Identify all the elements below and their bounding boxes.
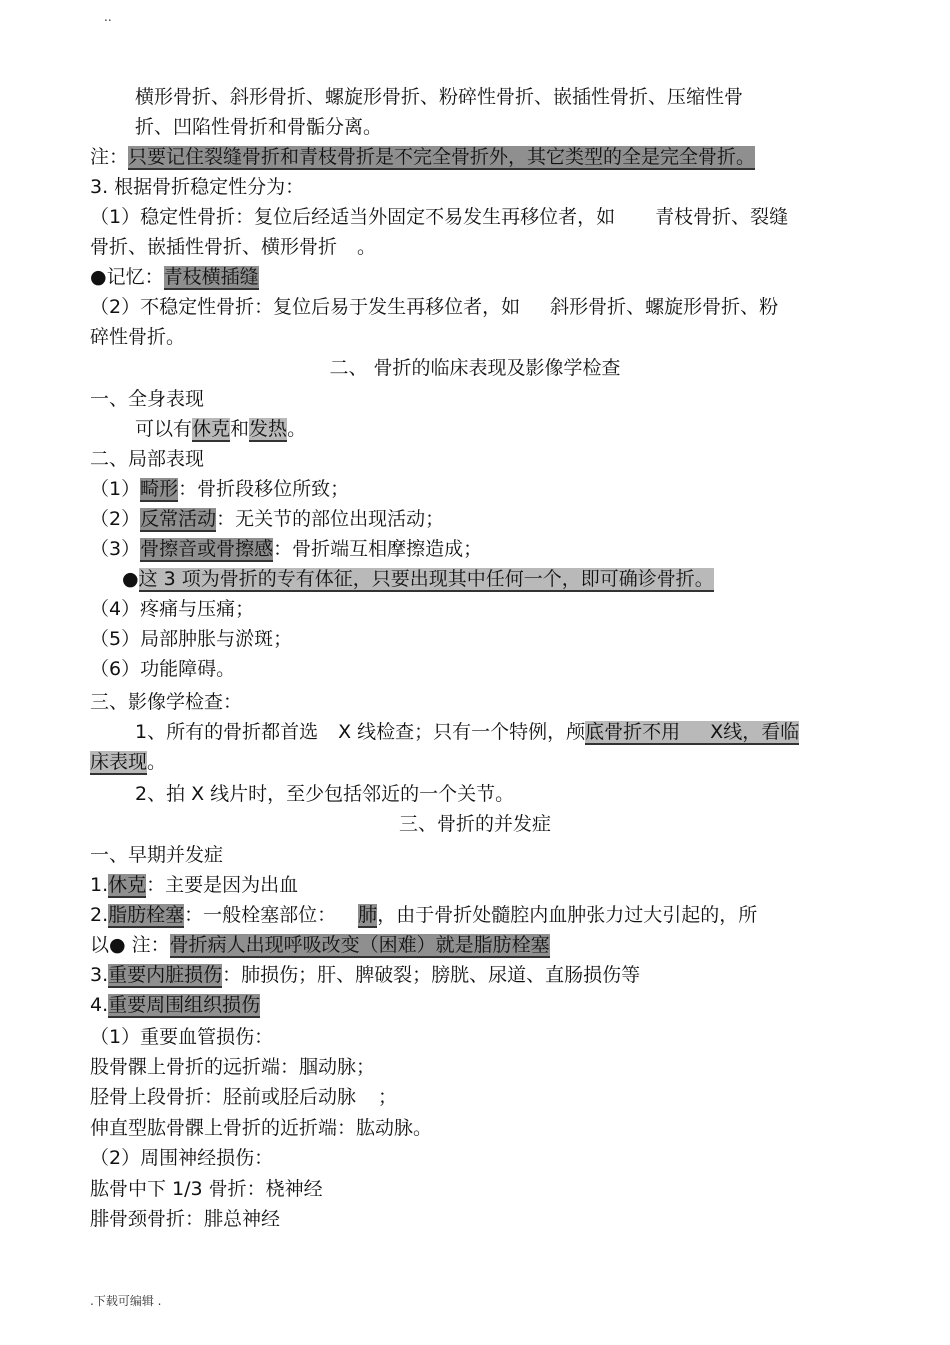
- section-title: 三、骨折的并发症: [398, 813, 551, 835]
- highlight: 这 3 项为骨折的专有体征，只要出现其中任何一个，即可确诊骨折。: [138, 568, 714, 590]
- text-span: （2）不稳定性骨折：复位后易于发生再移位者，如: [90, 296, 521, 318]
- text-line: 腓骨颈骨折：腓总神经: [90, 1208, 281, 1230]
- text-span: （1）: [90, 478, 141, 500]
- text-span: 3.: [90, 964, 109, 986]
- highlight: 反常活动: [140, 508, 217, 530]
- memory-line: [90, 262, 259, 292]
- highlight: 骨擦音或骨擦感: [140, 538, 274, 560]
- text-line: [90, 202, 788, 232]
- subheading: 一、全身表现: [90, 388, 205, 410]
- text-span: 。: [287, 418, 307, 440]
- highlight: 发热: [249, 418, 288, 440]
- text-line: [90, 747, 166, 777]
- text-line: 股骨髁上骨折的远折端：腘动脉；: [90, 1056, 376, 1078]
- text-span: 胫骨上段骨折：胫前或胫后动脉: [90, 1086, 357, 1108]
- note-line: [90, 142, 755, 172]
- subheading: 三、影像学检查：: [90, 691, 243, 713]
- footer-text: .下载可编辑 .: [90, 1294, 162, 1308]
- highlight: 休克: [192, 418, 231, 440]
- text-line: [90, 534, 482, 564]
- text-line: 碎性骨折。: [90, 326, 186, 348]
- highlight: 脂肪栓塞: [108, 904, 185, 926]
- text-span: 底骨折不用: [585, 721, 681, 743]
- text-line: [90, 474, 349, 504]
- highlight: [585, 721, 799, 745]
- text-line: 横形骨折、斜形骨折、螺旋形骨折、粉碎性骨折、嵌插性骨折、压缩性骨: [135, 86, 744, 108]
- note-label: 注：: [90, 146, 129, 168]
- text-span: 。: [357, 236, 377, 258]
- highlight: 重要周围组织损伤: [108, 994, 261, 1016]
- text-span: ：肺损伤；肝、脾破裂；膀胱、尿道、直肠损伤等: [222, 964, 641, 986]
- text-span: ：骨折段移位所致；: [178, 478, 350, 500]
- text-span: X线，看临: [710, 721, 800, 743]
- text-line: 伸直型肱骨髁上骨折的近折端：肱动脉。: [90, 1117, 433, 1139]
- text-line: [90, 292, 778, 322]
- subheading: 一、早期并发症: [90, 844, 224, 866]
- text-span: ：一般栓塞部位：: [184, 904, 337, 926]
- highlight: 床表现: [90, 751, 148, 773]
- text-line: 2、拍 X 线片时，至少包括邻近的一个关节。: [135, 783, 515, 805]
- text-line: [135, 717, 799, 747]
- text-line: 肱骨中下 1/3 骨折：桡神经: [90, 1178, 323, 1200]
- subheading: 二、局部表现: [90, 448, 205, 470]
- text-span: 4.: [90, 994, 109, 1016]
- section-heading: 3. 根据骨折稳定性分为：: [90, 176, 305, 198]
- text-line: [90, 1082, 397, 1112]
- text-line: [90, 504, 444, 534]
- text-line: （2）周围神经损伤：: [90, 1147, 274, 1169]
- text-span: ；: [378, 1086, 398, 1108]
- text-span: 1、所有的骨折都首选: [135, 721, 319, 743]
- text-line: （5）局部肿胀与淤斑；: [90, 628, 293, 650]
- text-span: 斜形骨折、螺旋形骨折、粉: [550, 296, 779, 318]
- text-span: （3）: [90, 538, 141, 560]
- text-line: [90, 870, 298, 900]
- text-span: 青枝骨折、裂缝: [655, 206, 789, 228]
- text-line: [90, 960, 640, 990]
- bullet-label: ●记忆：: [90, 266, 164, 288]
- text-span: ，由于骨折处髓腔内血肿张力过大引起的，所: [377, 904, 758, 926]
- highlight: 重要内脏损伤: [108, 964, 223, 986]
- bullet-label: ●: [122, 568, 139, 590]
- section-title: 二、 骨折的临床表现及影像学检查: [329, 357, 621, 379]
- text-span: ：骨折端互相摩擦造成；: [273, 538, 483, 560]
- text-span: 骨折、嵌插性骨折、横形骨折: [90, 236, 338, 258]
- text-line: [90, 990, 260, 1020]
- highlight: 只要记住裂缝骨折和青枝骨折是不完全骨折外，其它类型的全是完全骨折。: [128, 146, 756, 168]
- highlight: 休克: [108, 874, 147, 896]
- text-span: 1.: [90, 874, 109, 896]
- text-span: 可以有: [135, 418, 193, 440]
- text-span: 和: [230, 418, 250, 440]
- highlight: 畸形: [140, 478, 179, 500]
- text-line: （1）重要血管损伤：: [90, 1026, 274, 1048]
- text-line: 折、凹陷性骨折和骨骺分离。: [135, 116, 383, 138]
- text-span: （1）稳定性骨折：复位后经适当外固定不易发生再移位者，如: [90, 206, 616, 228]
- text-span: ：无关节的部位出现活动；: [216, 508, 445, 530]
- text-line: [122, 564, 714, 594]
- text-line: [135, 414, 306, 444]
- text-span: 2.: [90, 904, 109, 926]
- text-line: [90, 900, 757, 930]
- text-span: （2）: [90, 508, 141, 530]
- highlight: 肺: [358, 904, 378, 926]
- header-mark: ..: [104, 10, 112, 24]
- text-span: 。: [147, 751, 167, 773]
- text-span: 以● 注：: [90, 934, 170, 956]
- text-span: ：主要是因为出血: [146, 874, 299, 896]
- highlight: 骨折病人出现呼吸改变（困难）就是脂肪栓塞: [169, 934, 550, 956]
- text-line: [90, 930, 550, 960]
- text-span: X 线检查；只有一个特例，颅: [338, 721, 586, 743]
- highlight: 青枝横插缝: [163, 266, 259, 288]
- text-line: （4）疼痛与压痛；: [90, 598, 255, 620]
- text-line: [90, 232, 376, 262]
- text-line: （6）功能障碍。: [90, 658, 236, 680]
